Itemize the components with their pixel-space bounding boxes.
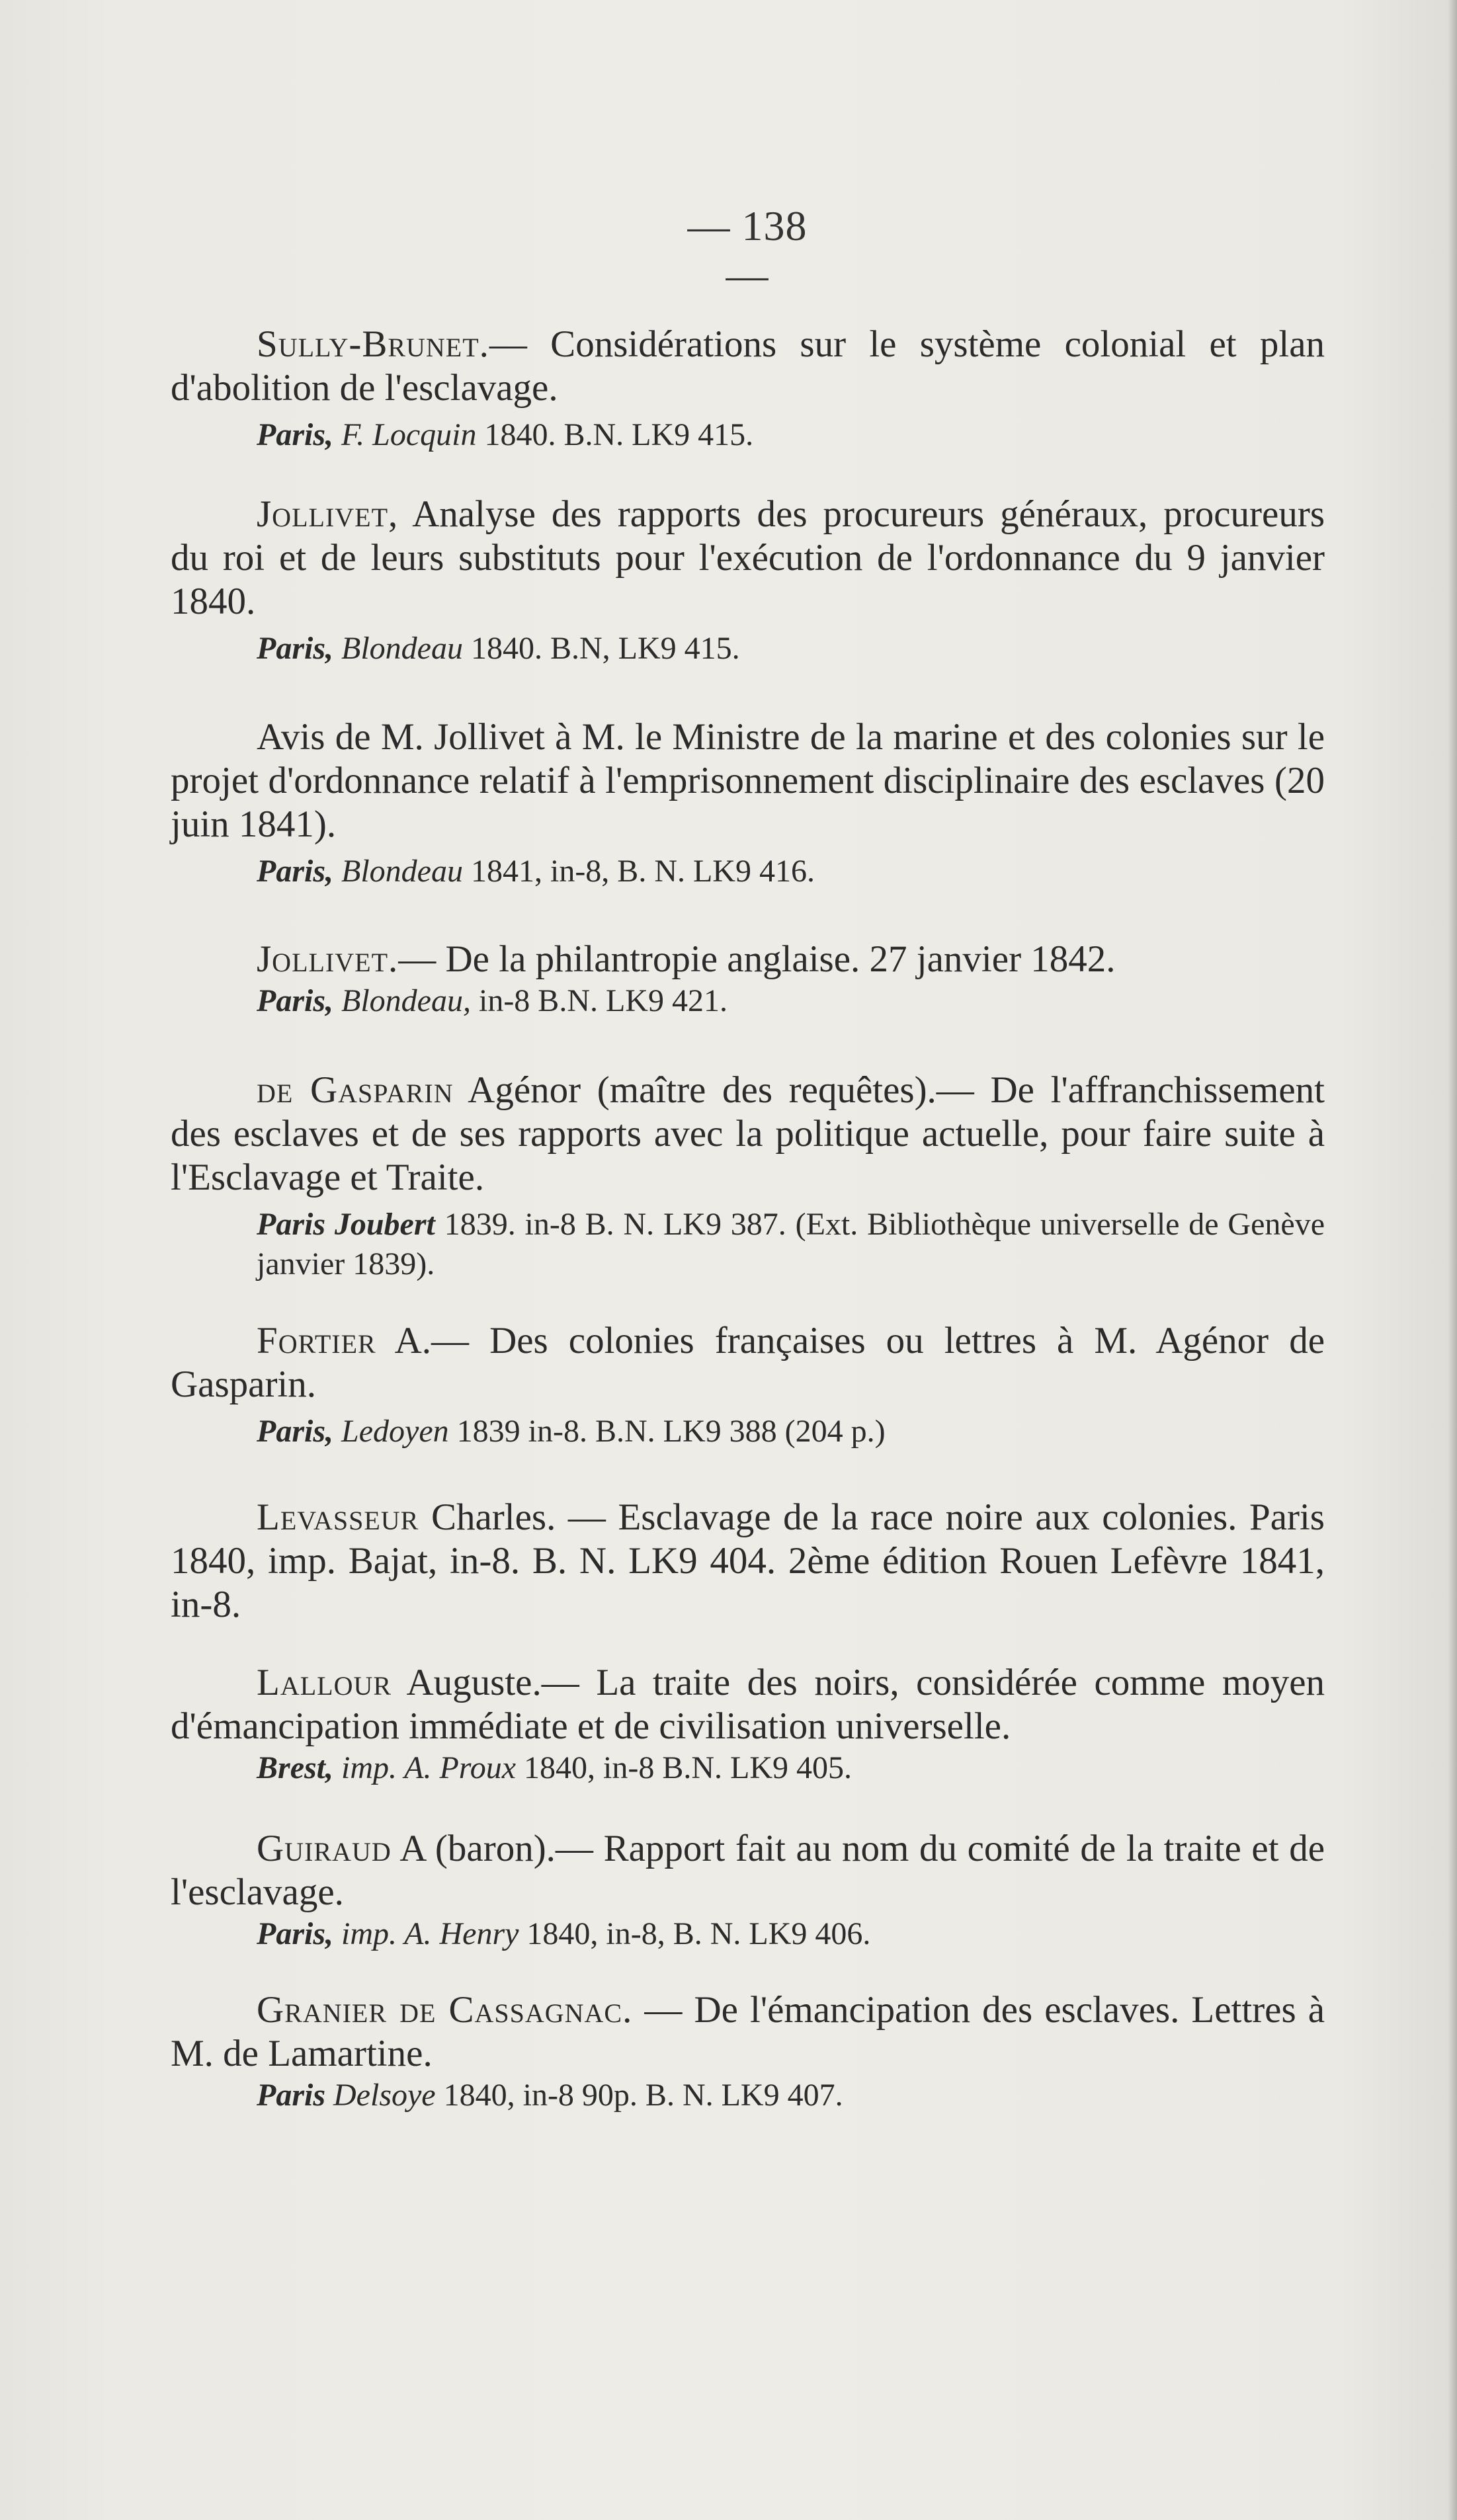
- entry-publication: [171, 629, 1325, 669]
- entry-heading: [171, 1827, 1325, 1914]
- bibliography-entry: [171, 715, 1325, 891]
- bibliography-entry: [171, 323, 1325, 455]
- entry-publication: [171, 981, 1325, 1021]
- pub-details: 1840, in-8 90p. B. N. LK9 407.: [443, 2078, 843, 2113]
- bibliography-entry: [171, 1988, 1325, 2115]
- pub-details: 1840. B.N, LK9 415.: [470, 631, 740, 666]
- bibliography-entry: [171, 1069, 1325, 1284]
- entry-publication: [171, 2076, 1325, 2115]
- entry-title: A (baron).— Rapport fait au nom du comité de la traite et de l'esclavage.: [171, 1828, 1325, 1913]
- entry-title: A.— Des colonies françaises ou lettres à M. Agénor de Gasparin.: [171, 1320, 1325, 1405]
- entry-publication: [171, 1412, 1325, 1451]
- pub-publisher: Joubert: [334, 1207, 435, 1242]
- entry-title: — De l'émancipation des esclaves. Lettres à M. de Lamartine.: [171, 1989, 1325, 2074]
- bibliography-entry: [171, 1496, 1325, 1627]
- bibliography-entry: [171, 938, 1325, 1021]
- entry-heading: [171, 323, 1325, 410]
- entry-heading: [171, 1069, 1325, 1199]
- entry-publication: [171, 1748, 1325, 1788]
- pub-publisher: Blondeau: [341, 854, 463, 889]
- pub-place: Paris: [257, 2078, 326, 2113]
- entry-title: Agénor (maître des requêtes).— De l'affranchissement des esclaves et de ses rapports avec la politique actuelle, pour faire suite à l'Esclavage et Traite.: [171, 1069, 1325, 1198]
- entry-author: Jollivet,: [257, 493, 399, 535]
- entry-heading: [171, 715, 1325, 846]
- bibliography-entry: [171, 1319, 1325, 1451]
- entry-author: Granier de Cassagnac.: [257, 1989, 633, 2031]
- entry-title: Analyse des rapports des procureurs généraux, procureurs du roi et de leurs substituts pour l'exécution de l'ordonnance du 9 janvier 1840.: [171, 493, 1325, 622]
- page-number: — 138 —: [687, 202, 808, 298]
- pub-place: Paris,: [257, 1414, 334, 1449]
- entry-author: Fortier: [257, 1320, 376, 1362]
- entry-title: Avis de M. Jollivet à M. le Ministre de la marine et des colonies sur le projet d'ordonnance relatif à l'emprisonnement disciplinaire des esclaves (20 juin 1841).: [171, 716, 1325, 845]
- entry-publication: [171, 852, 1325, 891]
- entry-title: — Considérations sur le système colonial et plan d'abolition de l'esclavage.: [171, 323, 1325, 409]
- entry-publication: [171, 415, 1325, 455]
- pub-place: Paris,: [257, 1916, 334, 1951]
- pub-publisher: Delsoye: [333, 2078, 436, 2113]
- pub-publisher: Blondeau: [341, 631, 463, 666]
- entry-publication: [171, 1914, 1325, 1954]
- entry-author: Lallour: [257, 1662, 392, 1703]
- pub-publisher: F. Locquin: [341, 417, 477, 452]
- pub-place: Paris: [257, 1207, 326, 1242]
- pub-publisher: imp. A. Henry: [341, 1916, 519, 1951]
- pub-place: Paris,: [257, 854, 334, 889]
- pub-details: 1840. B.N. LK9 415.: [484, 417, 754, 452]
- pub-details: 1839 in-8. B.N. LK9 388 (204 p.): [456, 1414, 886, 1449]
- entry-title: Auguste.— La traite des noirs, considérée comme moyen d'émancipation immédiate et de civilisation universelle.: [171, 1662, 1325, 1747]
- entry-author: de Gasparin: [257, 1069, 454, 1111]
- entry-heading: [171, 1988, 1325, 2076]
- entry-heading: [171, 493, 1325, 624]
- pub-place: Paris,: [257, 983, 334, 1018]
- entry-author: Jollivet.: [257, 938, 399, 980]
- pub-details: 1840, in-8, B. N. LK9 406.: [526, 1916, 871, 1951]
- entry-author: Guiraud: [257, 1828, 392, 1869]
- bibliography-entry: [171, 1827, 1325, 1954]
- entry-heading: [171, 1496, 1325, 1627]
- entry-publication: [171, 1205, 1325, 1284]
- entry-title: Charles. — Esclavage de la race noire aux colonies. Paris 1840, imp. Bajat, in-8. B. N. LK9 404. 2ème édition Rouen Lefèvre 1841, in-8.: [171, 1496, 1325, 1625]
- entry-heading: [171, 938, 1325, 981]
- page-edge-shadow: [1448, 0, 1457, 2520]
- pub-place: Brest,: [257, 1750, 334, 1785]
- pub-details: in-8 B.N. LK9 421.: [478, 983, 728, 1018]
- pub-details: 1840, in-8 B.N. LK9 405.: [524, 1750, 852, 1785]
- entry-heading: [171, 1661, 1325, 1748]
- pub-details: 1841, in-8, B. N. LK9 416.: [470, 854, 815, 889]
- pub-place: Paris,: [257, 631, 334, 666]
- bibliography-entry: [171, 493, 1325, 669]
- entry-author: Levasseur: [257, 1496, 419, 1538]
- pub-publisher: imp. A. Proux: [341, 1750, 516, 1785]
- entry-author: Sully-Brunet.: [257, 323, 489, 365]
- bibliography-entry: [171, 1661, 1325, 1788]
- entry-heading: [171, 1319, 1325, 1406]
- pub-publisher: Ledoyen: [341, 1414, 449, 1449]
- entry-title: — De la philantropie anglaise. 27 janvier 1842.: [398, 938, 1116, 980]
- pub-details: 1839. in-8 B. N. LK9 387. (Ext. Bibliothèque universelle de Genève janvier 1839).: [257, 1207, 1325, 1281]
- pub-publisher: Blondeau,: [341, 983, 471, 1018]
- pub-place: Paris,: [257, 417, 334, 452]
